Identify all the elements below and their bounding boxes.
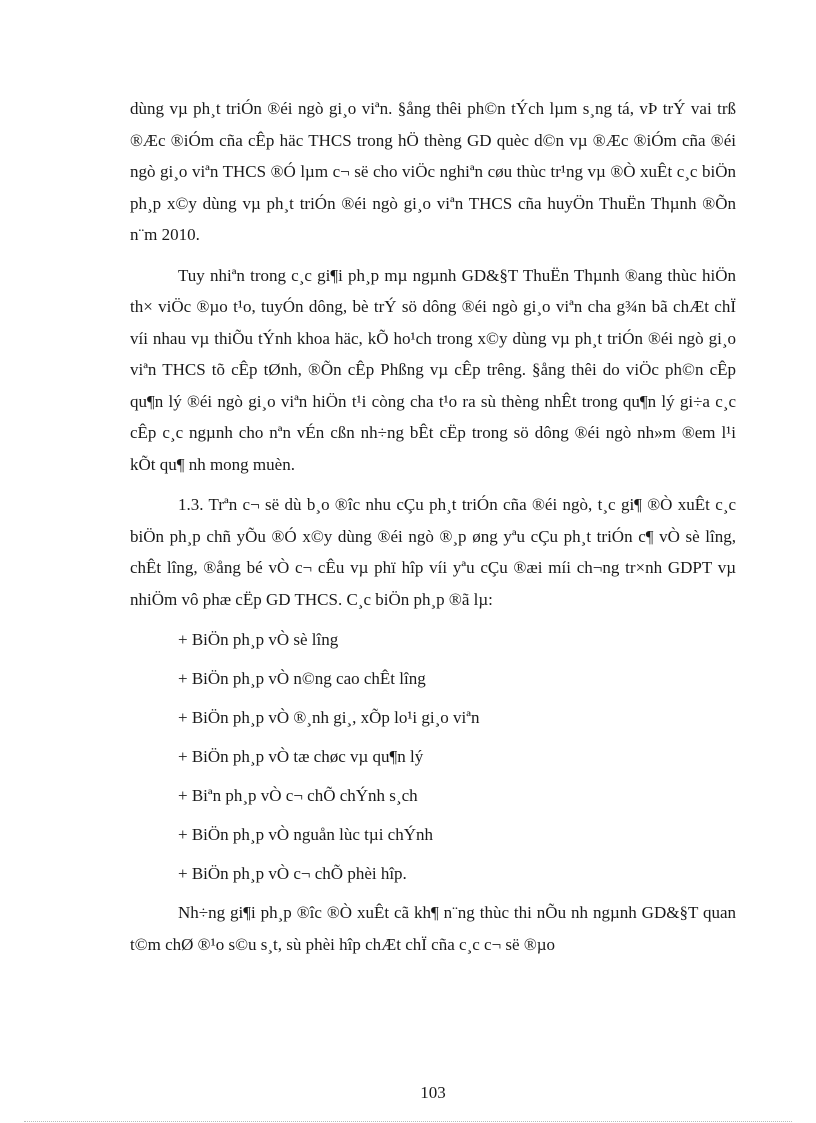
document-page	[130, 0, 736, 1123]
measures-list	[130, 624, 736, 890]
paragraph-closing: Nh÷ng gi¶i ph¸p ®îc ®Ò xuÊt cã kh¶ n¨ng thùc thi nÕu nh ngµnh GD&§T quan t©m chØ ®¹o s©u s¸t, sù phèi hîp chÆt chÏ cña c¸c c¬ së ®µo	[130, 903, 736, 954]
footer-divider	[24, 1121, 792, 1122]
list-item: + BiÖn ph¸p vÒ ®¸nh gi¸, xÕp lo¹i gi¸o viªn	[178, 708, 480, 727]
paragraph-proposed-measures: 1.3. Trªn c¬ së dù b¸o ®îc nhu cÇu ph¸t triÓn cña ®éi ngò, t¸c gi¶ ®Ò xuÊt c¸c biÖn ph¸p chñ yÕu ®Ó x©y dùng ®éi ngò ®¸p øng yªu cÇu ph¸t triÓn c¶ vÒ sè lîng, chÊt lîng, ®ång bé vÒ c¬ cÊu vµ phï hîp víi yªu cÇu ®æi míi ch¬ng tr×nh GDPT vµ nhiÖm vô phæ cËp GD THCS. C¸c biÖn ph¸p ®ã lµ:	[130, 495, 736, 609]
body-text	[130, 93, 736, 960]
page-number: 103	[420, 1083, 446, 1102]
list-item: + BiÖn ph¸p vÒ c¬ chÕ phèi hîp.	[178, 864, 407, 883]
list-item: + BiÖn ph¸p vÒ n©ng cao chÊt lîng	[178, 669, 426, 688]
list-item: + BiÖn ph¸p vÒ sè lîng	[178, 630, 339, 649]
paragraph-continuation: dùng vµ ph¸t triÓn ®éi ngò gi¸o viªn. §ång thêi ph©n tÝch lµm s¸ng tá, vÞ trÝ vai trß ®Æc ®iÓm cña cÊp häc THCS trong hÖ thèng GD quèc d©n vµ ®Æc ®iÓm cña ®éi ngò gi¸o viªn THCS ®Ó lµm c¬ së cho viÖc nghiªn cøu thùc tr¹ng vµ ®Ò xuÊt c¸c biÖn ph¸p x©y dùng vµ ph¸t triÓn ®éi ngò gi¸o viªn THCS cña huyÖn ThuËn Thµnh ®Õn n¨m 2010.	[130, 99, 736, 244]
list-item: + BiÖn ph¸p vÒ nguån lùc tµi chÝnh	[178, 825, 433, 844]
list-item: + BiÖn ph¸p vÒ tæ chøc vµ qu¶n lý	[178, 747, 424, 766]
paragraph-current-practice: Tuy nhiªn trong c¸c gi¶i ph¸p mµ ngµnh GD&§T ThuËn Thµnh ®ang thùc hiÖn th× viÖc ®µo t¹o, tuyÓn dông, bè trÝ sö dông ®éi ngò gi¸o viªn cha g¾n bã chÆt chÏ víi nhau vµ thiÕu tÝnh khoa häc, kÕ ho¹ch trong x©y dùng vµ ph¸t triÓn ®éi ngò gi¸o viªn THCS tõ cÊp tØnh, ®Õn cÊp Phßng vµ cÊp trêng. §ång thêi do viÖc ph©n cÊp qu¶n lý ®éi ngò gi¸o viªn hiÖn t¹i còng cha t¹o ra sù thèng nhÊt trong qu¶n lý gi÷a c¸c cÊp c¸c ngµnh cho nªn vÉn cßn nh÷ng bÊt cËp trong sö dông ®éi ngò nh»m ®em l¹i kÕt qu¶ nh mong muèn.	[130, 265, 736, 474]
list-item: + Biªn ph¸p vÒ c¬ chÕ chÝnh s¸ch	[178, 786, 418, 805]
